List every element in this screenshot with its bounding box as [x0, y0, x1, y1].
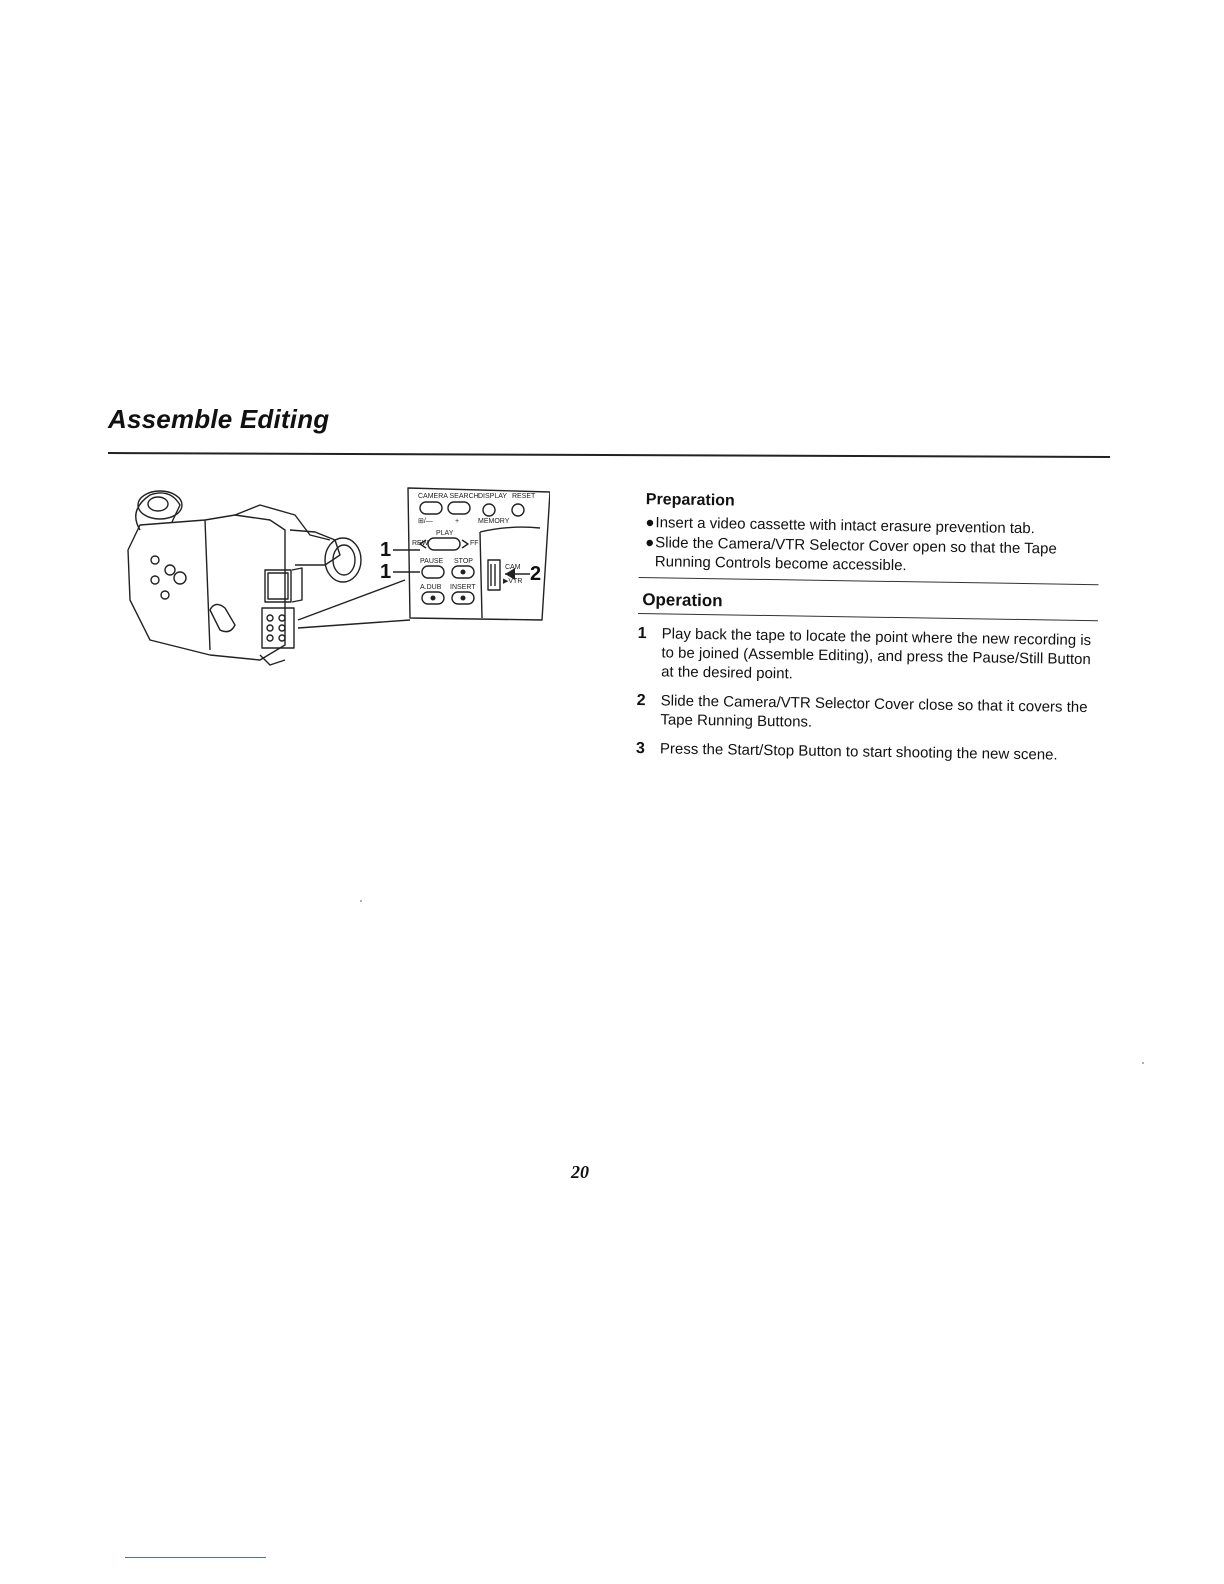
- callout-1-bottom: 1: [380, 561, 392, 583]
- operation-step: [637, 624, 1108, 688]
- operation-heading: Operation: [642, 590, 723, 611]
- camera-search-label: CAMERA SEARCH: [418, 493, 479, 500]
- camcorder-illustration: [110, 470, 550, 675]
- preparation-bullet: ●Slide the Camera/VTR Selector Cover open so that the Tape Running Controls become accessible.: [645, 534, 1057, 575]
- footer-rule: [125, 1557, 266, 1558]
- stop-label: STOP: [454, 558, 473, 565]
- display-label: DISPLAY: [478, 493, 508, 500]
- cam-label: CAM: [505, 564, 521, 571]
- title-divider: [108, 452, 1110, 458]
- insert-label: INSERT: [450, 584, 476, 591]
- operation-step: [636, 691, 1107, 736]
- rew-label: REW: [412, 540, 429, 547]
- callout-2: 2: [530, 563, 542, 585]
- scan-speck: [1142, 1062, 1144, 1064]
- reset-label: RESET: [512, 493, 536, 500]
- step-number: 1: [637, 624, 647, 643]
- bullet-icon: ●: [645, 514, 655, 532]
- operation-step: [636, 739, 1106, 765]
- preparation-bullet: ●Insert a video cassette with intact erasure prevention tab.: [645, 514, 1035, 538]
- play-label: PLAY: [436, 530, 454, 537]
- step-text: Slide the Camera/VTR Selector Cover close so that it covers the Tape Running Buttons.: [660, 692, 1088, 731]
- adub-label: A.DUB: [420, 584, 442, 591]
- memory-label: MEMORY: [478, 518, 510, 525]
- step-number: 3: [635, 739, 645, 758]
- step-text: Press the Start/Stop Button to start shooting the new scene.: [659, 740, 1058, 764]
- pause-label: PAUSE: [420, 558, 444, 565]
- callout-1-top: 1: [380, 539, 392, 561]
- page-title: Assemble Editing: [108, 404, 330, 434]
- minus-label: ⊞/—: [418, 518, 433, 525]
- plus-label: +: [455, 518, 460, 525]
- vtr-label: ▶VTR: [503, 578, 523, 585]
- ff-label: FF: [470, 540, 479, 547]
- step-number: 2: [636, 691, 646, 710]
- bullet-icon: ●: [645, 534, 655, 552]
- section-divider: [639, 577, 1099, 585]
- page-number: 20: [571, 1162, 589, 1182]
- control-panel-drawing: [408, 488, 550, 620]
- camcorder-drawing: [128, 491, 361, 665]
- instructions: [636, 490, 1110, 775]
- step-text: Play back the tape to locate the point where the new recording is to be joined (Assemble Editing), and press the Pause/Still Button at the desired point.: [661, 625, 1092, 683]
- preparation-heading: Preparation: [645, 491, 735, 510]
- scan-speck: [360, 900, 362, 902]
